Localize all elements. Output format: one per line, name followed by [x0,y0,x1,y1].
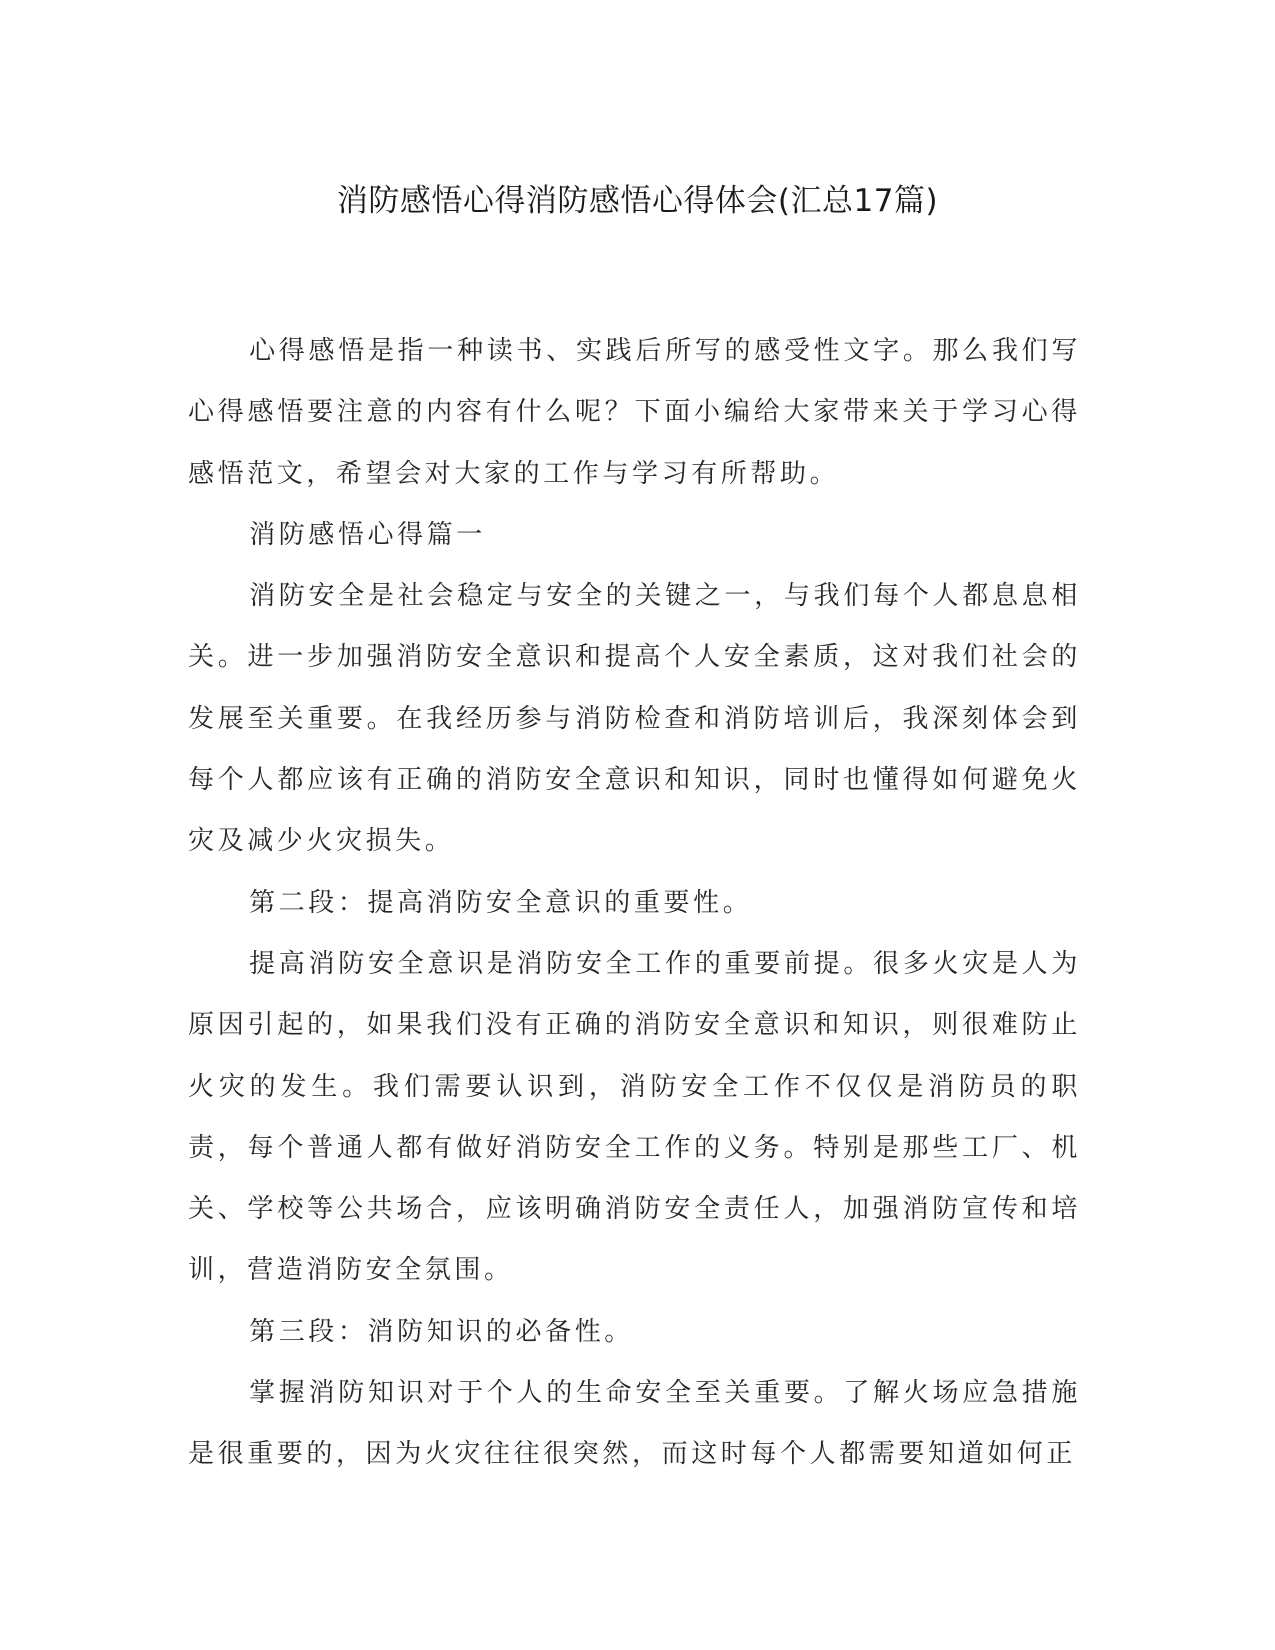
section-heading-third: 第三段：消防知识的必备性。 [249,1316,634,1347]
body-paragraph: 消防安全是社会稳定与安全的关键之一，与我们每个人都息息相关。进一步加强消防安全意识和提高个人安全素质，这对我们社会的发展至关重要。在我经历参与消防检查和消防培训后，我深刻体会到每个人都应该有正确的消防安全意识和知识，同时也懂得如何避免火灾及减少火灾损失。 [188,581,1081,857]
section-heading-second: 第二段：提高消防安全意识的重要性。 [249,887,753,918]
intro-paragraph: 心得感悟是指一种读书、实践后所写的感受性文字。那么我们写心得感悟要注意的内容有什么呢？下面小编给大家带来关于学习心得感悟范文，希望会对大家的工作与学习有所帮助。 [188,336,1081,489]
body-paragraph: 掌握消防知识对于个人的生命安全至关重要。了解火场应急措施是很重要的，因为火灾往往很突然，而这时每个人都需要知道如何正 [188,1378,1081,1470]
document-body [188,321,1081,1486]
section-heading-part-one: 消防感悟心得篇一 [249,519,486,550]
document-title: 消防感悟心得消防感悟心得体会(汇总17篇) [336,183,939,219]
body-paragraph: 提高消防安全意识是消防安全工作的重要前提。很多火灾是人为原因引起的，如果我们没有正确的消防安全意识和知识，则很难防止火灾的发生。我们需要认识到，消防安全工作不仅仅是消防员的职责，每个普通人都有做好消防安全工作的义务。特别是那些工厂、机关、学校等公共场合，应该明确消防安全责任人，加强消防宣传和培训，营造消防安全氛围。 [188,948,1081,1286]
